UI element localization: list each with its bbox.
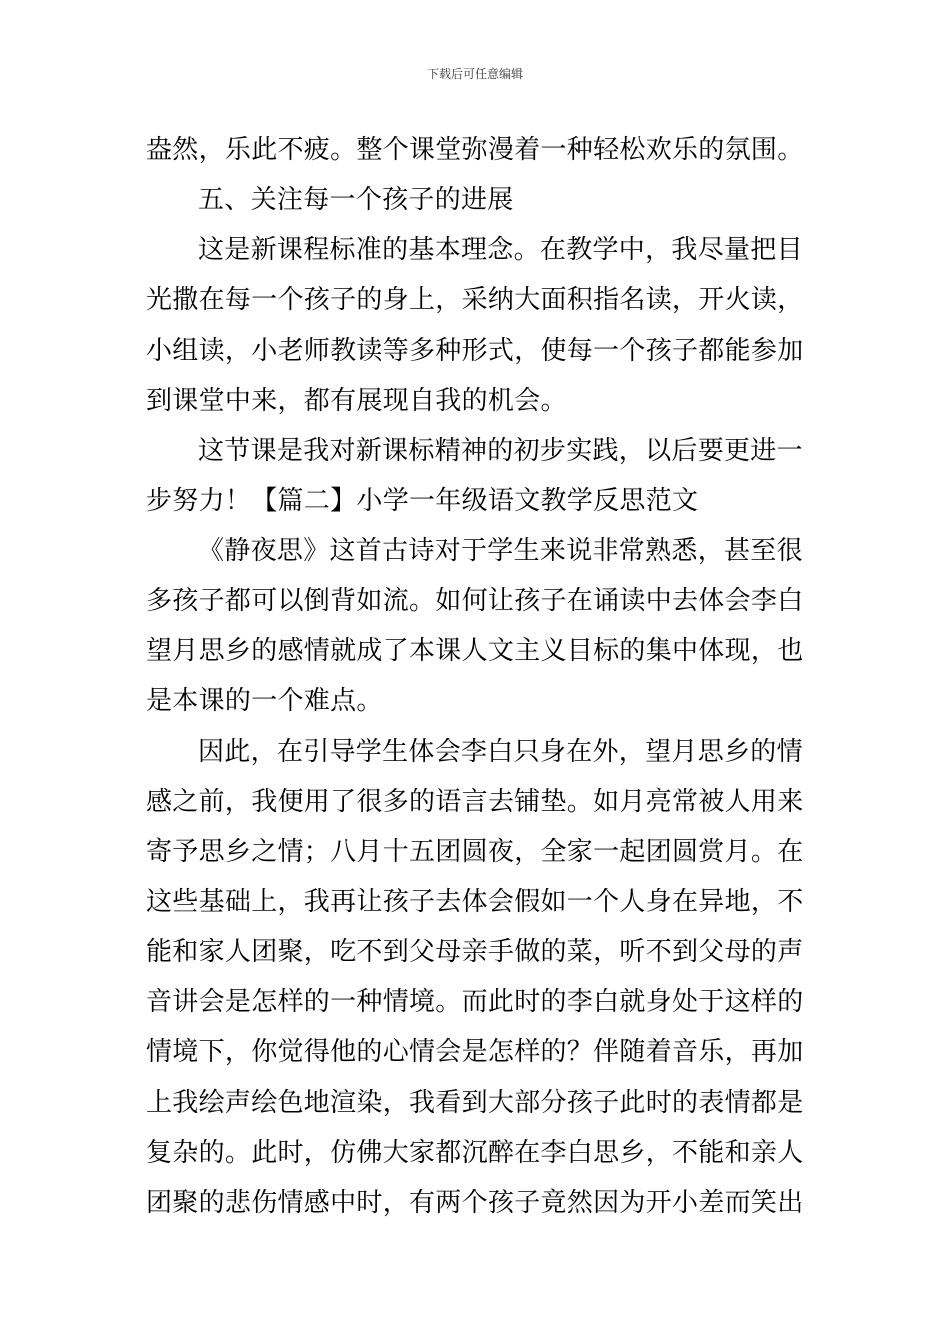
text-line: 因此，在引导学生体会李白只身在外，望月思乡的情 — [198, 737, 803, 767]
text-line: 感之前，我便用了很多的语言去铺垫。如月亮常被人用来 — [146, 787, 804, 817]
text-line: 复杂的。此时，仿佛大家都沉醉在李白思乡，不能和亲人 — [146, 1138, 804, 1168]
text-line: 到课堂中来，都有展现自我的机会。 — [146, 386, 567, 416]
text-line: 多孩子都可以倒背如流。如何让孩子在诵读中去体会李白 — [146, 586, 804, 616]
header-note: 下载后可任意编辑 — [426, 67, 523, 81]
text-line: 情境下，你觉得他的心情会是怎样的？伴随着音乐，再加 — [146, 1037, 804, 1067]
text-line: 光撒在每一个孩子的身上，采纳大面积指名读，开火读， — [146, 285, 804, 315]
text-line: 寄予思乡之情；八月十五团圆夜，全家一起团圆赏月。在 — [146, 837, 804, 867]
text-line: 盎然，乐此不疲。整个课堂弥漫着一种轻松欢乐的氛围。 — [146, 135, 804, 165]
text-line: 望月思乡的感情就成了本课人文主义目标的集中体现，也 — [146, 636, 804, 666]
text-line: 能和家人团聚，吃不到父母亲手做的菜，听不到父母的声 — [146, 937, 804, 967]
text-line: 这是新课程标准的基本理念。在教学中，我尽量把目 — [198, 235, 803, 265]
text-line: 这节课是我对新课标精神的初步实践，以后要更进一 — [198, 436, 803, 466]
text-line: 小组读，小老师教读等多种形式，使每一个孩子都能参加 — [146, 336, 804, 366]
text-line: 是本课的一个难点。 — [146, 686, 383, 716]
text-line: 团聚的悲伤情感中时，有两个孩子竟然因为开小差而笑出 — [146, 1188, 804, 1218]
section-heading: 五、关注每一个孩子的进展 — [198, 185, 514, 215]
text-line: 这些基础上，我再让孩子去体会假如一个人身在异地，不 — [146, 887, 804, 917]
text-line: 上我绘声绘色地渲染，我看到大部分孩子此时的表情都是 — [146, 1088, 804, 1118]
text-line: 音讲会是怎样的一种情境。而此时的李白就身处于这样的 — [146, 987, 804, 1017]
text-line: 步努力！【篇二】小学一年级语文教学反思范文 — [146, 486, 699, 516]
text-line: 《静夜思》这首古诗对于学生来说非常熟悉，甚至很 — [198, 536, 803, 566]
